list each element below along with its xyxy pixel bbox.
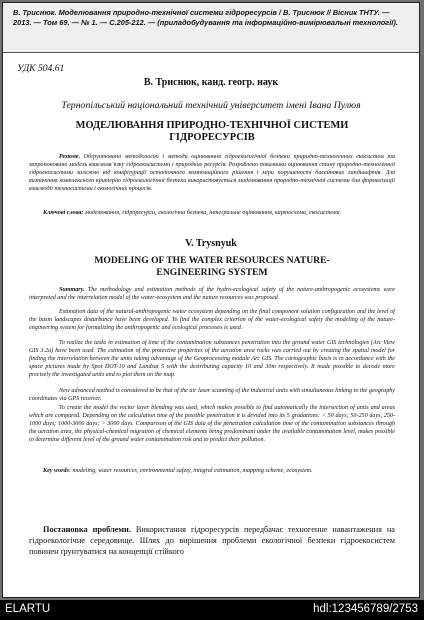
- handle-id: hdl:123456789/2753: [313, 603, 418, 615]
- affiliation: Тернопільський національний технічний університет імені Івана Пулюя: [61, 100, 361, 111]
- summary-paragraph-4: New advanced method is considered to be that of the air laser scanning of the industrial units with simultaneous linking to the geography coordinates via GPS receiver.: [29, 388, 395, 402]
- abstract-ua: [29, 154, 395, 194]
- title-en: MODELING OF THE WATER RESOURCES NATURE-ENGINEERING SYSTEM: [94, 255, 330, 278]
- keywords-ua: [29, 210, 395, 218]
- document-page: [2, 2, 420, 598]
- udk-code: УДК 504.61: [17, 63, 65, 74]
- abstract-text: Обґрунтовано методологію і методи оцінювання гідроекологічної безпеки природно-техногенних екосистем та запропоновано модель взаємозв’язку гідроекосистеми і природних ресурсів. Розроблено показники оцінювання стану природно-техногенної гідроекосистеми залежно від конфігурації остаточного композиційного рішення і міри порушеності басейнових ландшафтів. Для визначення комплексного критерію гідроекологічної безпеки використовується моделювання природно-технічної системи для формалізації взаємодії техносистеми і екологічних процесів.: [29, 154, 395, 192]
- body-text: Використання гідроресурсів передбачає техногенне навантаження на гідроекологічне середовище. Шлях до вирішення проблеми екологічної безпеки гідроекосистем повинен ґрунтуватися на концепції стійкого: [29, 525, 395, 557]
- author-ua: В. Триснюк, канд. геогр. наук: [143, 77, 279, 88]
- summary-en: [29, 287, 395, 303]
- title-ua: МОДЕЛЮВАННЯ ПРИРОДНО-ТЕХНІЧНОЇ СИСТЕМИ ГІДРОРЕСУРСІВ: [75, 120, 349, 143]
- summary-paragraph-3: To realize the tasks in estimation of time of the contamination substances penetration into the ground water GIS technologies (Arc View GIS 3.2a) have been used. The estimation of the protective properties of the aeration area rocks was carried out by creating the spatial model for finding the interrelation between the units taking advantage of the Geoprocessing module Arc GIS. The cartographic basis is in accordance with the space pictures made by Spot DOT-10 and Landsat 5 with the destributing capacity 10 and 30m respectively. It made possible to decode more precisely the investigated units and to plot them on the map.: [29, 340, 395, 378]
- summary-text: The methodology and estimation methods of the hydro-ecological safety of the nature-anthropogenic ecosystems were interpreted and the interrelation model of the water-ecosystem and the nature resources was proposed.: [29, 287, 396, 301]
- summary-paragraph-5: To create the model the vector layer blending was used, which makes possible to find automatically the intersection of units and areas which are compared. Depending on the calculation time of the possible penetration it is devided into its 5 gradations: < 50 days; 50-250 days, 250-1000 days; 1000-3000 days; > 3000 days. Comparison of the GIS data of the penetration calculation time of the contamination substances through the aeration area, the physical-chemical migration of chemical elements being predominant under the available contamination level, makes possible to determine different level of the ground water contamination risk and to predict their pollution.: [29, 405, 395, 443]
- keywords-label: Ключові слова:: [43, 210, 84, 216]
- summary-label: Summary.: [59, 287, 85, 293]
- repository-name: ELARTU: [5, 603, 51, 615]
- running-header: В. Триснюк. Моделювання природно-технічної системи гідроресурсів / В. Триснюк // Вісник ТНТУ. — 2013. — Том 69. — № 1. — С.205-212. — (приладобудування та інформаційно-вимірювальні технології).: [3, 3, 419, 53]
- keywords-en-text: : modeling, water resources, environmental safety, integral estimation, mapping scheme, ecosystem.: [68, 468, 313, 474]
- section-heading: Постановка проблеми.: [43, 525, 131, 534]
- author-en: V. Trysnyuk: [185, 238, 237, 249]
- keywords-text: моделювання, гідроресурси, екологічна безпека, інтегральне оцінювання, картосхема, екосистема.: [84, 210, 342, 216]
- summary-paragraph-2: Estimation data of the natural-anthropogenic water ecosystem depending on the final component solution configuration and the level of the basin landscapes disturbance have been developed. To find the complex criterion of the water-ecological safety the modeling of the nature-engineering system for formalizing the anthropogenic and ecological processes is used.: [29, 309, 395, 331]
- abstract-label: Резюме.: [59, 154, 81, 160]
- body-paragraph: [29, 524, 395, 558]
- footer-bar: [0, 600, 424, 620]
- keywords-en: [29, 468, 395, 476]
- keywords-en-label: Key words: [43, 468, 69, 474]
